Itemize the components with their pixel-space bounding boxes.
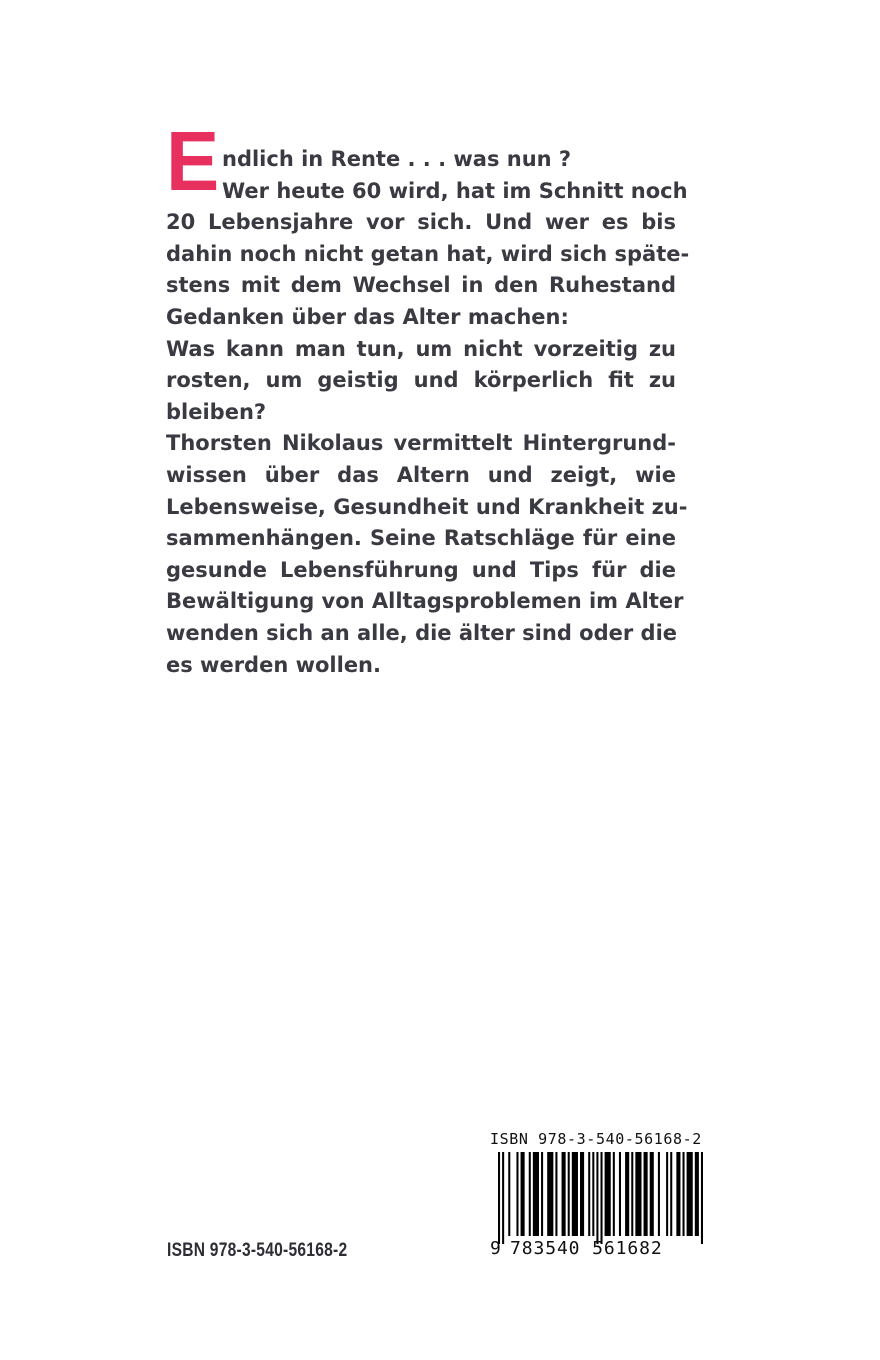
drop-cap-letter: E: [166, 114, 220, 208]
blurb-line: sammenhängen. Seine Ratschläge für eine: [166, 526, 676, 551]
barcode-bar: [555, 1152, 557, 1236]
barcode-bar: [613, 1152, 615, 1236]
blurb-line: rosten, um geistig und körperlich fit zu: [166, 368, 676, 393]
blurb-line: ndlich in Rente . . . was nun ?: [222, 147, 572, 171]
barcode-bar: [635, 1152, 641, 1236]
barcode-bar: [650, 1152, 654, 1236]
blurb-line: wissen über das Altern und zeigt, wie: [166, 462, 676, 487]
barcode-bar: [666, 1152, 668, 1236]
barcode-bar: [596, 1152, 598, 1244]
barcode-bar: [592, 1152, 594, 1236]
blurb-line: bleiben?: [166, 399, 267, 424]
blurb-line: Bewältigung von Alltagsproblemen im Alter: [166, 589, 684, 614]
blurb-line: 20 Lebensjahre vor sich. Und wer es bis: [166, 210, 676, 235]
barcode-digits: 783540 561682: [510, 1238, 663, 1259]
barcode-bar: [701, 1152, 703, 1244]
barcode-bar: [498, 1152, 500, 1244]
barcode-bar: [541, 1152, 543, 1236]
barcode-bar: [631, 1152, 633, 1236]
barcode-bar: [516, 1152, 518, 1236]
barcode-bar: [601, 1152, 603, 1244]
barcode-first-digit: 9: [490, 1238, 501, 1259]
blurb-text: [166, 144, 690, 681]
barcode-bar: [502, 1152, 504, 1244]
barcode-bar: [529, 1152, 531, 1236]
blurb-line: Gedanken über das Alter machen:: [166, 304, 569, 329]
barcode-block: [484, 1130, 730, 1260]
barcode-bar: [683, 1152, 685, 1236]
barcode-bar: [625, 1152, 629, 1236]
blurb-line: stens mit dem Wechsel in den Ruhestand: [166, 273, 676, 298]
barcode-bar: [588, 1152, 590, 1236]
blurb-line: es werden wollen.: [166, 652, 381, 677]
blurb-line: dahin noch nicht getan hat, wird sich späte-: [166, 241, 690, 266]
barcode-bar: [619, 1152, 621, 1236]
blurb-line: Thorsten Nikolaus vermittelt Hintergrund-: [166, 431, 676, 456]
barcode-bar: [568, 1152, 570, 1236]
barcode-bar: [547, 1152, 553, 1236]
barcode-bar: [687, 1152, 693, 1236]
barcode-bar: [572, 1152, 578, 1236]
blurb-line: gesunde Lebensführung und Tips für die: [166, 557, 676, 582]
isbn-text: ISBN 978-3-540-56168-2: [167, 1240, 348, 1261]
barcode-bar: [508, 1152, 510, 1236]
barcode-bar: [644, 1152, 648, 1236]
barcode-bar: [670, 1152, 672, 1236]
blurb-line: Lebensweise, Gesundheit und Krankheit zu-: [166, 494, 688, 519]
barcode-bar: [658, 1152, 660, 1236]
barcode-bar: [521, 1152, 525, 1236]
barcode-bar: [533, 1152, 539, 1236]
blurb-line: Wer heute 60 wird, hat im Schnitt noch: [222, 178, 688, 203]
barcode-isbn-label: ISBN 978-3-540-56168-2: [490, 1130, 702, 1148]
barcode-bar: [695, 1152, 699, 1236]
blurb-line: wenden sich an alle, die älter sind oder die: [166, 620, 678, 645]
barcode-bar: [605, 1152, 611, 1236]
barcode-bar: [676, 1152, 680, 1236]
barcode-bar: [562, 1152, 566, 1236]
barcode-icon: [492, 1152, 706, 1244]
blurb-line: Was kann man tun, um nicht vorzeitig zu: [166, 336, 676, 361]
barcode-bar: [580, 1152, 584, 1236]
